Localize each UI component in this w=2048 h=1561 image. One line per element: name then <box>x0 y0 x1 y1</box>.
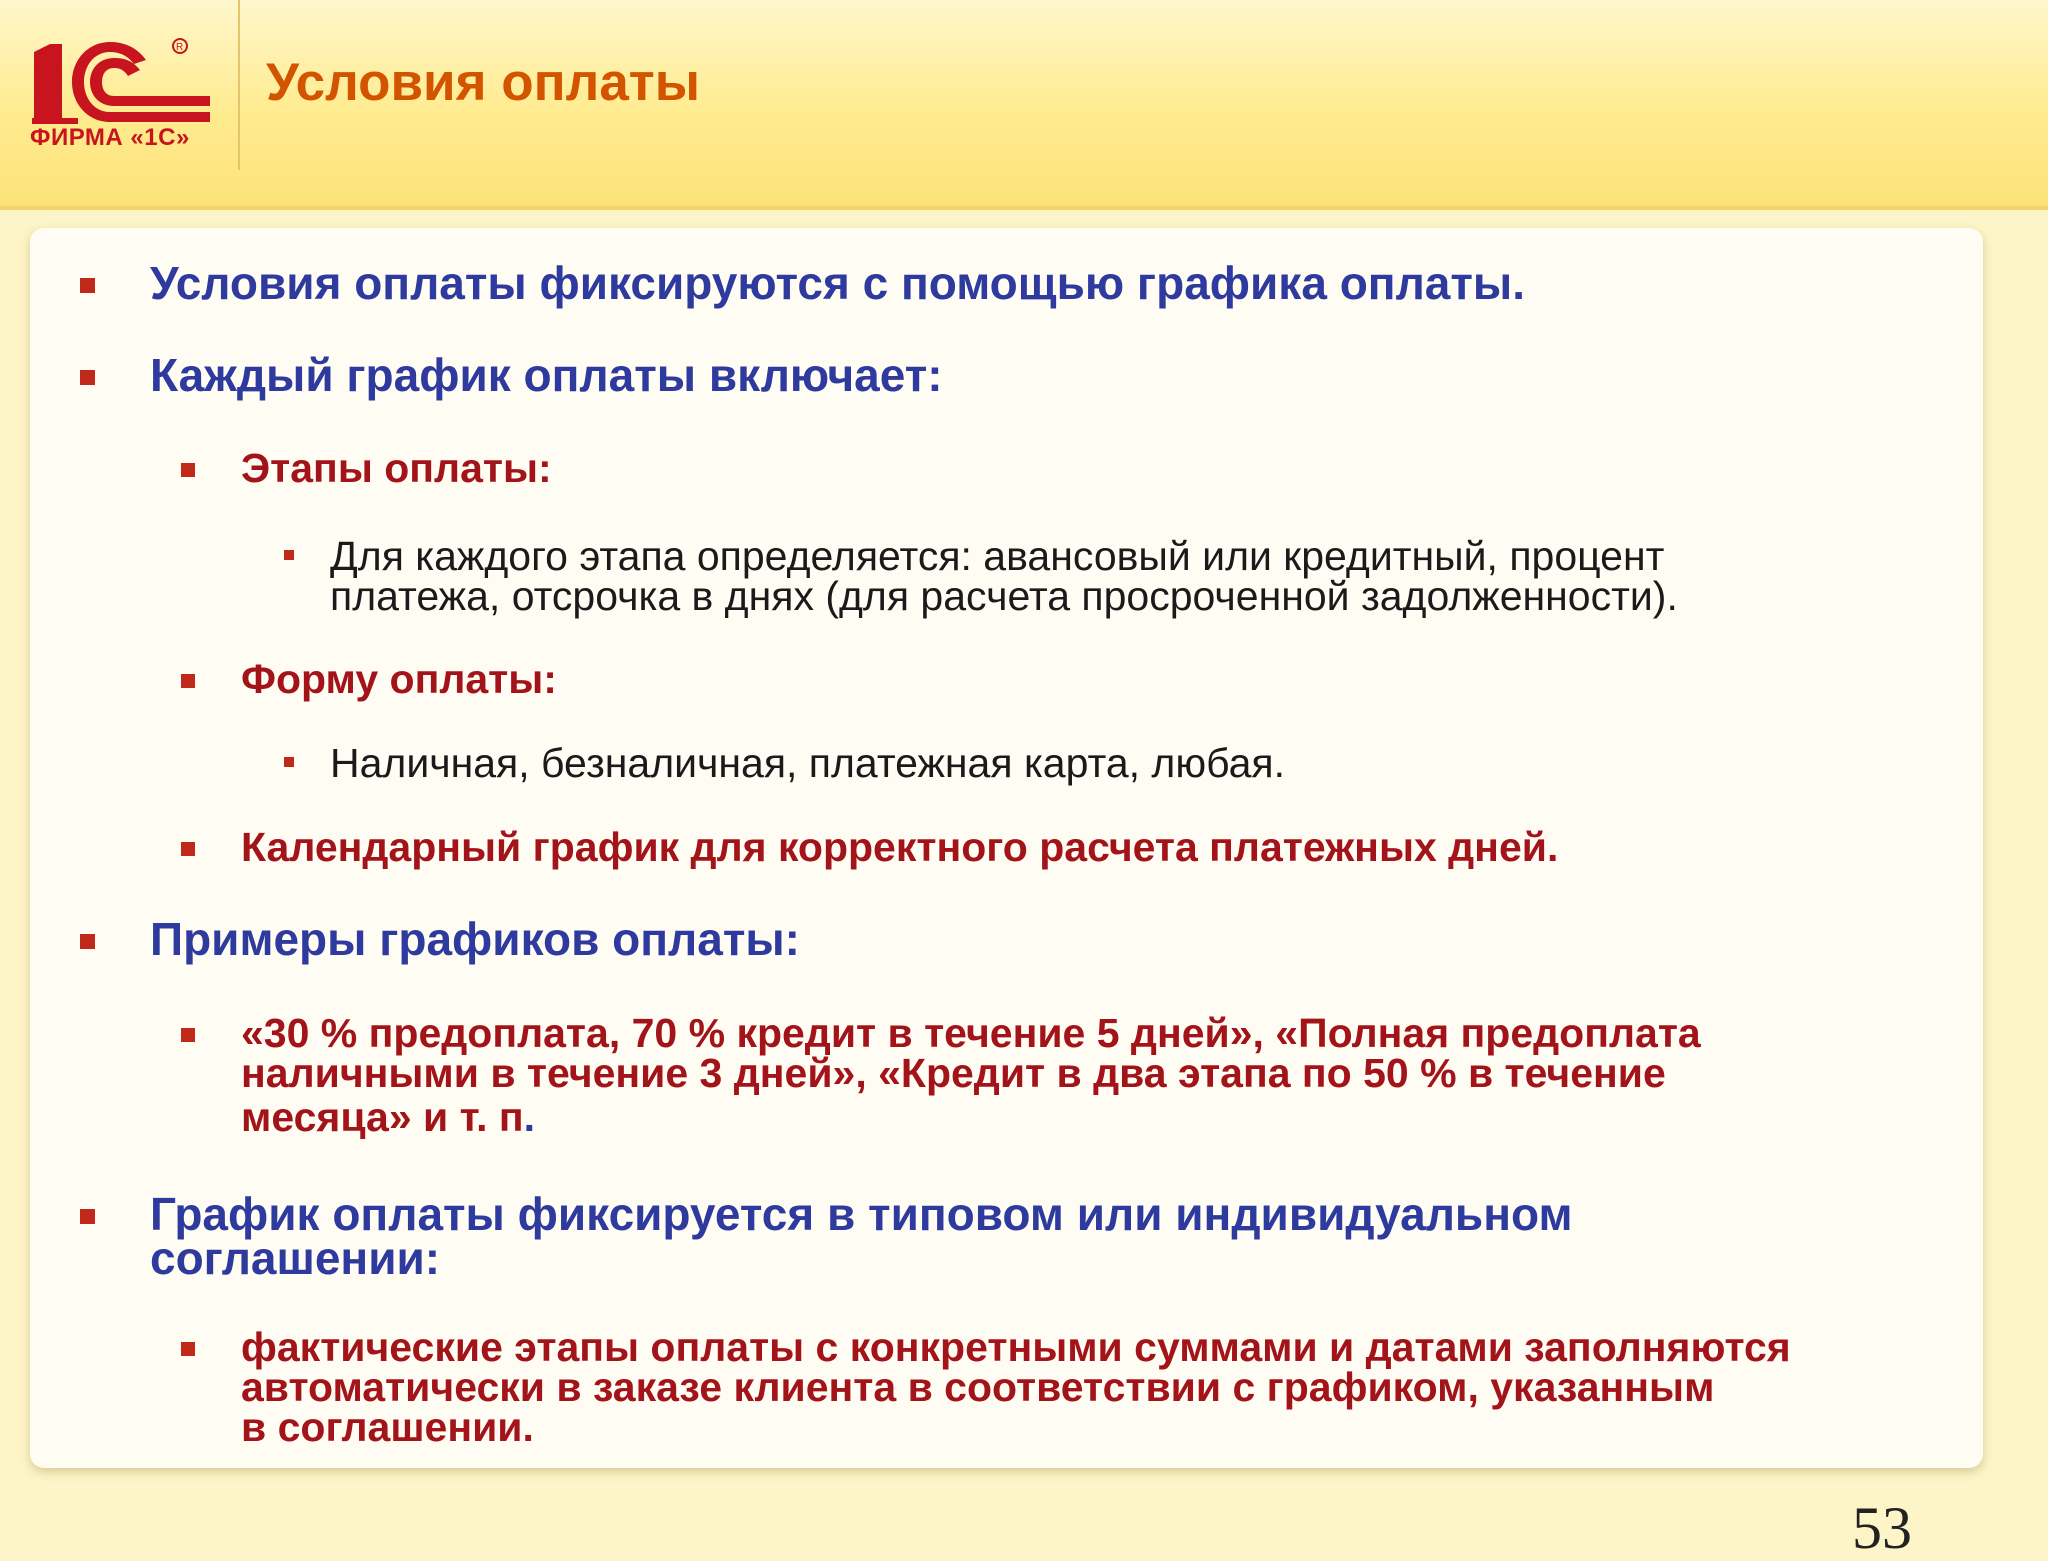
bullet-text-line-1: «30 % предоплата, 70 % кредит в течение 5 дней», «Полная предоплата <box>241 1010 1701 1056</box>
bullet-marker <box>181 463 195 477</box>
bullet-text: Примеры графиков оплаты: <box>150 913 800 965</box>
bullet-marker <box>284 757 294 767</box>
slide-title: Условия оплаты <box>266 53 701 112</box>
slide-header <box>0 0 2048 210</box>
bullet-text-line-2: автоматически в заказе клиента в соответствии с графиком, указанным <box>241 1364 1715 1410</box>
bullet-text: Условия оплаты фиксируются с помощью графика оплаты. <box>150 257 1525 309</box>
bullet-marker <box>284 550 294 560</box>
logo-caption: ФИРМА «1С» <box>30 124 190 151</box>
bullet-text-line-2: наличными в течение 3 дней», «Кредит в два этапа по 50 % в течение <box>241 1050 1666 1096</box>
bullet-text-line-2: соглашении: <box>150 1232 441 1284</box>
bullet-marker <box>80 934 95 949</box>
bullet-text-line-2: платежа, отсрочка в днях (для расчета просроченной задолженности). <box>330 573 1678 619</box>
page-number: 53 <box>1852 1495 1912 1561</box>
bullet-text-line-1: Для каждого этапа определяется: авансовый или кредитный, процент <box>330 533 1665 579</box>
bullet-marker <box>181 842 195 856</box>
bullet-text: Наличная, безналичная, платежная карта, любая. <box>330 740 1286 786</box>
bullet-text-line-1: фактические этапы оплаты с конкретными суммами и датами заполняются <box>241 1324 1791 1370</box>
bullet-marker <box>80 278 95 293</box>
bullet-text: Этапы оплаты: <box>241 445 552 491</box>
bullet-marker <box>181 1028 195 1042</box>
bullet-text-line-3: месяца» и т. п. <box>241 1094 536 1140</box>
bullet-marker <box>80 370 95 385</box>
bullet-text: Календарный график для корректного расчета платежных дней. <box>241 824 1559 870</box>
svg-text:R: R <box>176 42 184 53</box>
header-divider <box>238 0 240 170</box>
bullet-text: Каждый график оплаты включает: <box>150 349 943 401</box>
bullet-text-line-3: в соглашении. <box>241 1404 534 1450</box>
bullet-marker <box>80 1209 95 1224</box>
bullet-marker <box>181 674 195 688</box>
bullet-marker <box>181 1342 195 1356</box>
bullet-text: Форму оплаты: <box>241 656 557 702</box>
bullet-text-line-1: График оплаты фиксируется в типовом или индивидуальном <box>150 1188 1573 1240</box>
